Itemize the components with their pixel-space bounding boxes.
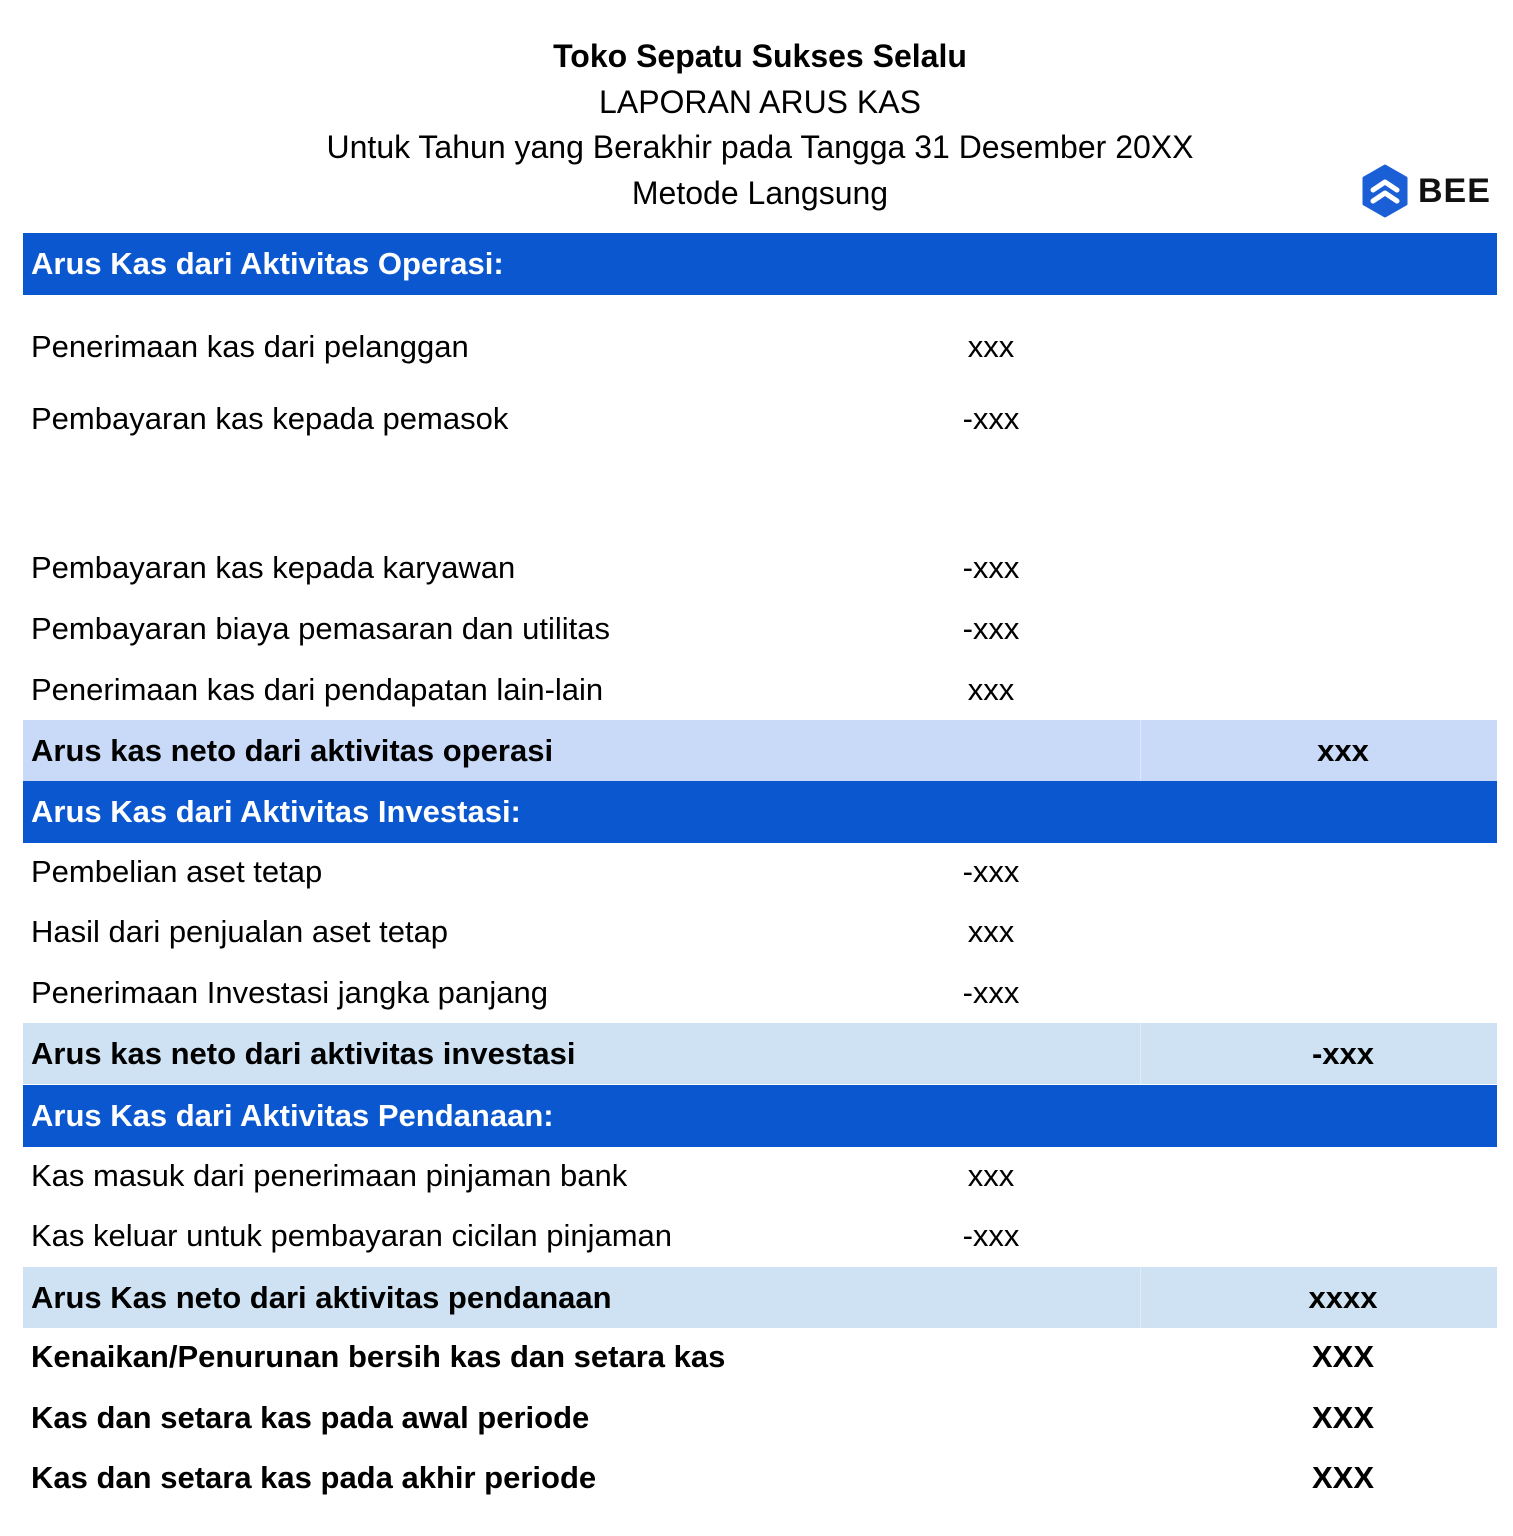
logo-text: BEE — [1418, 171, 1491, 210]
item-amount: -xxx — [962, 975, 1020, 1010]
summary-amount: XXX — [1311, 1339, 1375, 1374]
section-header-operasi — [23, 233, 1497, 295]
section-title: Arus Kas dari Aktivitas Investasi: — [31, 794, 521, 829]
cell-divider — [1140, 1023, 1141, 1084]
item-label: Pembelian aset tetap — [31, 854, 323, 889]
table-row — [23, 537, 1497, 598]
company-name: Toko Sepatu Sukses Selalu — [553, 38, 967, 74]
table-row — [23, 841, 1497, 902]
table-row — [23, 901, 1497, 962]
table-row — [23, 316, 1497, 377]
subtotal-row-investasi — [23, 1023, 1497, 1084]
item-amount: xxx — [967, 914, 1015, 949]
table-row — [23, 1205, 1497, 1266]
item-label: Hasil dari penjualan aset tetap — [31, 914, 449, 949]
cell-divider — [1140, 1267, 1141, 1328]
subtotal-amount: xxx — [1317, 733, 1369, 768]
summary-amount: XXX — [1311, 1460, 1375, 1495]
summary-label: Kenaikan/Penurunan bersih kas dan setara kas — [31, 1339, 726, 1374]
section-header-pendanaan — [23, 1085, 1497, 1147]
item-label: Pembayaran kas kepada pemasok — [31, 401, 509, 436]
section-title: Arus Kas dari Aktivitas Pendanaan: — [31, 1098, 554, 1133]
item-amount: xxx — [967, 1158, 1015, 1193]
item-label: Penerimaan kas dari pelanggan — [31, 329, 469, 364]
section-title: Arus Kas dari Aktivitas Operasi: — [31, 246, 504, 281]
table-row — [23, 388, 1497, 449]
subtotal-amount: -xxx — [1311, 1036, 1375, 1071]
item-amount: -xxx — [962, 1218, 1020, 1253]
subtotal-row-pendanaan — [23, 1267, 1497, 1328]
item-amount: -xxx — [962, 611, 1020, 646]
summary-amount: XXX — [1311, 1400, 1375, 1435]
summary-label: Kas dan setara kas pada awal periode — [31, 1400, 590, 1435]
summary-row-net-change — [23, 1326, 1497, 1387]
subtotal-row-operasi — [23, 720, 1497, 781]
summary-row-ending-cash — [23, 1447, 1497, 1508]
table-row — [23, 659, 1497, 720]
subtotal-amount: xxxx — [1308, 1280, 1378, 1315]
table-row — [23, 962, 1497, 1023]
summary-row-beginning-cash — [23, 1387, 1497, 1448]
item-label: Penerimaan Investasi jangka panjang — [31, 975, 549, 1010]
item-amount: -xxx — [962, 550, 1020, 585]
item-amount: xxx — [967, 329, 1015, 364]
subtotal-label: Arus Kas neto dari aktivitas pendanaan — [31, 1280, 612, 1315]
summary-label: Kas dan setara kas pada akhir periode — [31, 1460, 597, 1495]
item-amount: xxx — [967, 672, 1015, 707]
section-header-investasi — [23, 781, 1497, 843]
item-label: Penerimaan kas dari pendapatan lain-lain — [31, 672, 604, 707]
bee-logo — [1360, 164, 1500, 218]
item-label: Pembayaran kas kepada karyawan — [31, 550, 516, 585]
subtotal-label: Arus kas neto dari aktivitas investasi — [31, 1036, 576, 1071]
table-row — [23, 1145, 1497, 1206]
report-period: Untuk Tahun yang Berakhir pada Tangga 31 Desember 20XX — [326, 129, 1194, 165]
item-label: Kas masuk dari penerimaan pinjaman bank — [31, 1158, 628, 1193]
subtotal-label: Arus kas neto dari aktivitas operasi — [31, 733, 554, 768]
bee-hexagon-chevron-icon — [1360, 164, 1410, 218]
item-label: Kas keluar untuk pembayaran cicilan pinjaman — [31, 1218, 673, 1253]
report-title: LAPORAN ARUS KAS — [599, 84, 921, 120]
item-amount: -xxx — [962, 854, 1020, 889]
report-method: Metode Langsung — [631, 175, 889, 211]
item-label: Pembayaran biaya pemasaran dan utilitas — [31, 611, 611, 646]
cell-divider — [1140, 720, 1141, 781]
table-row — [23, 598, 1497, 659]
item-amount: -xxx — [962, 401, 1020, 436]
